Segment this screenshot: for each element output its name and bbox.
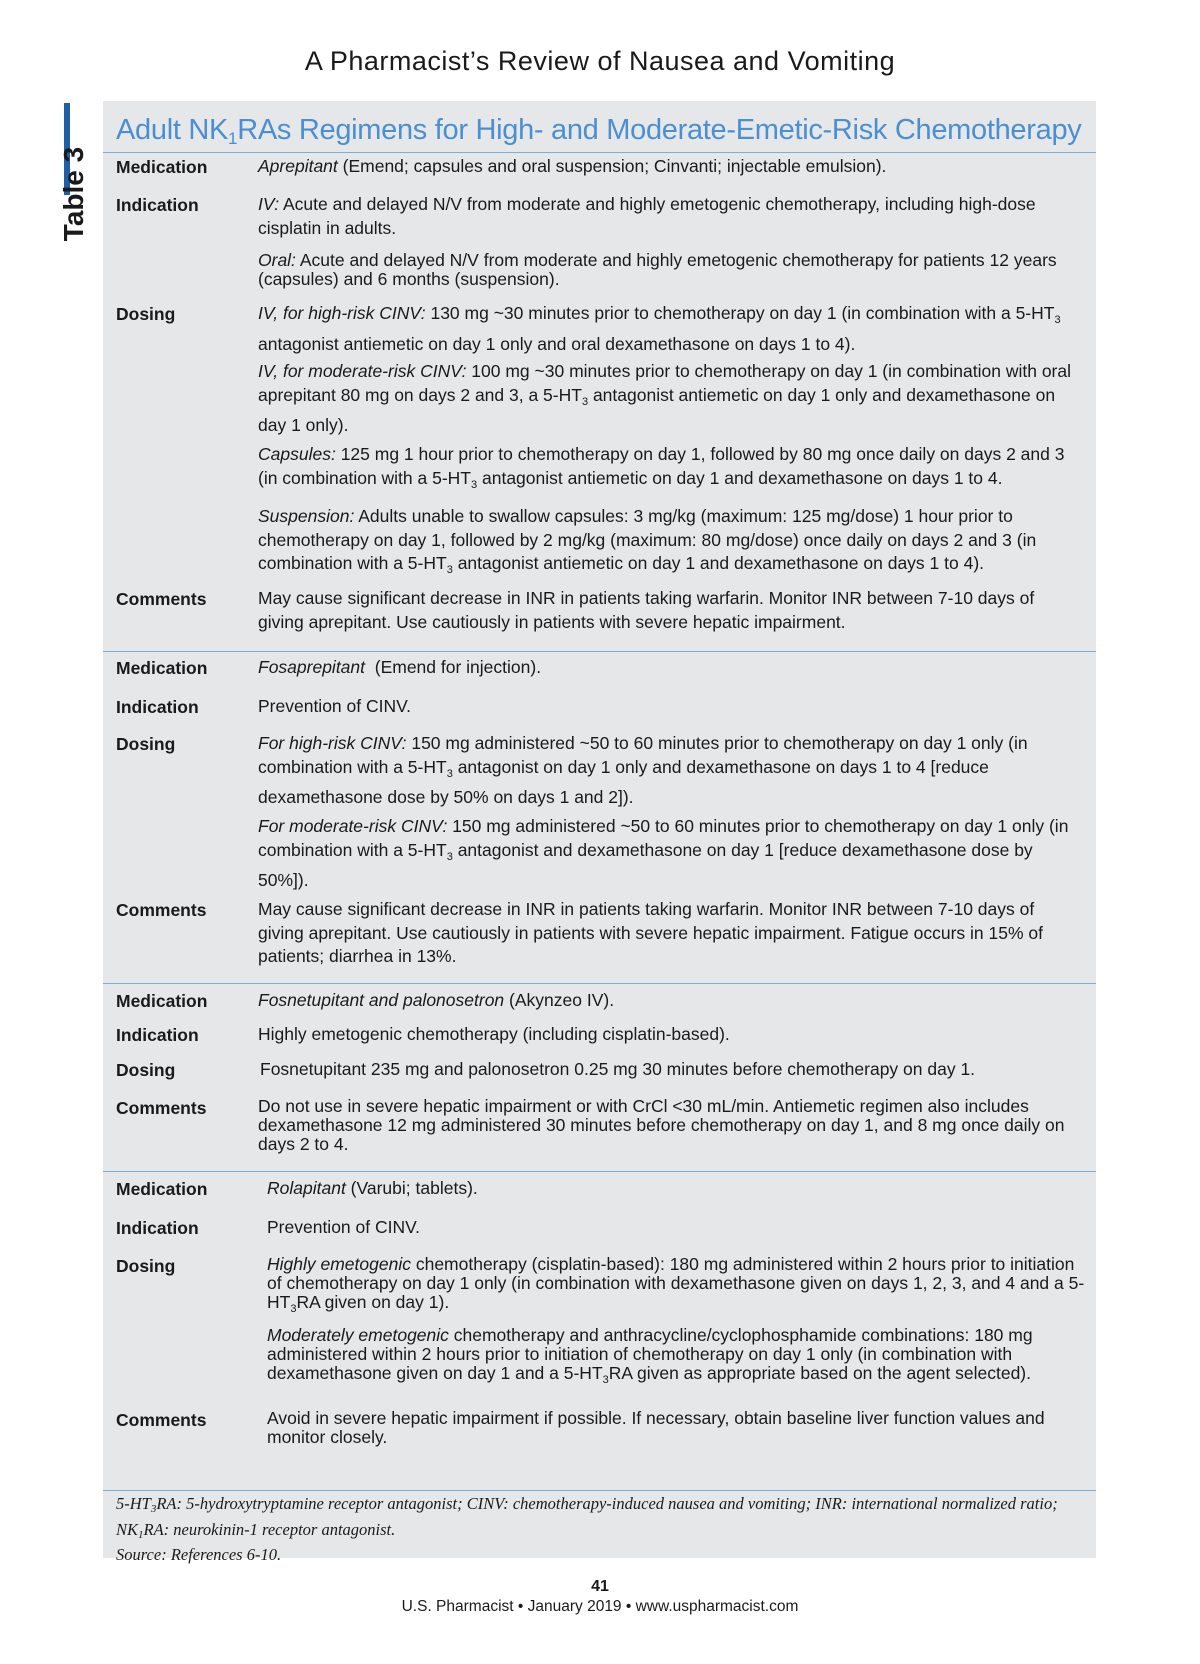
rolapitant-comments-label: Comments [116,1410,207,1430]
rolapitant-dosing-high: Highly emetogenic chemotherapy (cisplatin-based): 180 mg administered within 2 hours prior to initiation of chemotherapy on day 1 only (in combination with dexamethasone given on days 1, 2, 3, and 4 and a $5-HT_3RA$ given on day 1). [267,1254,1085,1315]
rolapitant-indication-label: Indication [116,1218,199,1238]
aprepitant-indication-label: Indication [116,195,199,215]
rolapitant-medication-label: Medication [116,1179,208,1199]
aprepitant-indication-oral: Oral: Acute and delayed N/V from moderate and highly emetogenic chemotherapy for patients 12 years (capsules) and 6 months (suspension). [258,250,1057,289]
rolapitant-dosing-moderate: Moderately emetogenic chemotherapy and anthracycline/cyclophosphamide combinations: 180 mg administered within 2 hours prior to initiation of chemotherapy on day 1 only (in combination with dexamethasone given on day 1 and a $5-HT_3RA$ given as appropriate based on the agent selected). [267,1325,1033,1386]
aprepitant-medication: Aprepitant (Emend; capsules and oral suspension; Cinvanti; injectable emulsion). [258,156,887,176]
fosnetupitant-dosing: Fosnetupitant 235 mg and palonosetron 0.25 mg 30 minutes before chemotherapy on day 1. [260,1059,976,1079]
page-citation: U.S. Pharmacist • January 2019 • www.uspharmacist.com [401,1598,799,1615]
fosnetupitant-comments-label: Comments [116,1098,207,1118]
title-rule [103,152,1096,153]
aprepitant-dosing-iv-high: IV, for high-risk CINV: 130 mg ~30 minutes prior to chemotherapy on day 1 (in combination with a $5-HT_3$ antagonist antiemetic on day 1 only and oral dexamethasone on days 1 to 4). [258,303,1061,354]
fosaprepitant-dosing-label: Dosing [116,734,176,754]
fosaprepitant-comments-label: Comments [116,900,207,920]
fosaprepitant-dosing-moderate: For moderate-risk CINV: 150 mg administered ~50 to 60 minutes prior to chemotherapy on day 1 only (in combination with a $5-HT_3$ antagonist and dexamethasone on day 1 [reduce dexamethasone dose by 50%]). [258,816,1069,890]
aprepitant-dosing-iv-moderate: IV, for moderate-risk CINV: 100 mg ~30 minutes prior to chemotherapy on day 1 (in combination with oral aprepitant 80 mg on days 2 and 3, a $5-HT_3$ antagonist antiemetic on day 1 only and dexamethasone on day 1 only). [258,361,1071,435]
fosaprepitant-dosing-high: For high-risk CINV: 150 mg administered ~50 to 60 minutes prior to chemotherapy on day 1 only (in combination with a $5-HT_3$ antagonist on day 1 only and dexamethasone on days 1 to 4 [reduce dexamethasone dose by 50% on days 1 and 2]). [258,733,1028,807]
aprepitant-dosing-suspension: Suspension: Adults unable to swallow capsules: 3 mg/kg (maximum: 125 mg/dose) 1 hour prior to chemotherapy on day 1, followed by 2 mg/kg (maximum: 80 mg/dose) once daily on days 2 and 3 (in combination with a $5-HT_3$ antagonist antiemetic on day 1 and dexamethasone on days 1 to 4). [258,506,1037,576]
fosnetupitant-indication: Highly emetogenic chemotherapy (including cisplatin-based). [258,1024,730,1044]
aprepitant-comments: May cause significant decrease in INR in patients taking warfarin. Monitor INR between 7-10 days of giving aprepitant. Use cautiously in patients with severe hepatic impairment. [258,588,1035,632]
page-number: 41 [591,1578,609,1595]
section-rule [103,983,1096,984]
running-head: A Pharmacist’s Review of Nausea and Vomiting [304,46,896,76]
rolapitant-medication: Rolapitant (Varubi; tablets). [267,1178,478,1198]
aprepitant-indication-iv: IV: Acute and delayed N/V from moderate and highly emetogenic chemotherapy, including high-dose cisplatin in adults. [258,194,1036,238]
table-title: Adult $NK_1RAs$ Regimens for High- and Moderate-Emetic-Risk Chemotherapy [116,114,1082,148]
section-rule [103,1171,1096,1172]
fosnetupitant-comments: Do not use in severe hepatic impairment or with CrCl <30 mL/min. Antiemetic regimen also includes dexamethasone 12 mg administered 30 minutes before chemotherapy on day 1, and 8 mg once daily on days 2 to 4. [258,1096,1065,1154]
section-rule [103,651,1096,652]
aprepitant-medication-label: Medication [116,157,208,177]
footnote-rule [103,1490,1096,1491]
source-note: Source: References 6-10. [116,1545,282,1564]
fosaprepitant-indication-label: Indication [116,697,199,717]
fosaprepitant-medication: Fosaprepitant (Emend for injection). [258,657,542,677]
fosnetupitant-dosing-label: Dosing [116,1060,176,1080]
fosaprepitant-indication: Prevention of CINV. [258,696,412,716]
aprepitant-dosing-label: Dosing [116,304,176,324]
rolapitant-comments: Avoid in severe hepatic impairment if possible. If necessary, obtain baseline liver function values and monitor closely. [267,1408,1045,1447]
table-label: Table 3 [58,146,89,242]
rolapitant-dosing-label: Dosing [116,1256,176,1276]
fosaprepitant-comments: May cause significant decrease in INR in patients taking warfarin. Monitor INR between 7-10 days of giving aprepitant. Use cautiously in patients with severe hepatic impairment. Fatigue occurs in 15% of patients; diarrhea in 13%. [258,899,1043,966]
fosaprepitant-medication-label: Medication [116,658,208,678]
fosnetupitant-medication: Fosnetupitant and palonosetron (Akynzeo IV). [258,990,615,1010]
aprepitant-dosing-capsules: Capsules: 125 mg 1 hour prior to chemotherapy on day 1, followed by 80 mg once daily on days 2 and 3 (in combination with a $5-HT_3$ antagonist antiemetic on day 1 and dexamethasone on days 1 to 4. [258,444,1065,491]
rolapitant-indication: Prevention of CINV. [267,1217,421,1237]
table-footnote: $5-HT_3RA$: 5-hydroxytryptamine receptor antagonist; CINV: chemotherapy-induced nausea and vomiting; INR: international normalized ratio; $NK_1RA$: neurokinin-1 receptor antagonist. Source: References 6-10. [116,1494,1058,1564]
fosnetupitant-indication-label: Indication [116,1025,199,1045]
fosnetupitant-medication-label: Medication [116,991,208,1011]
aprepitant-comments-label: Comments [116,589,207,609]
